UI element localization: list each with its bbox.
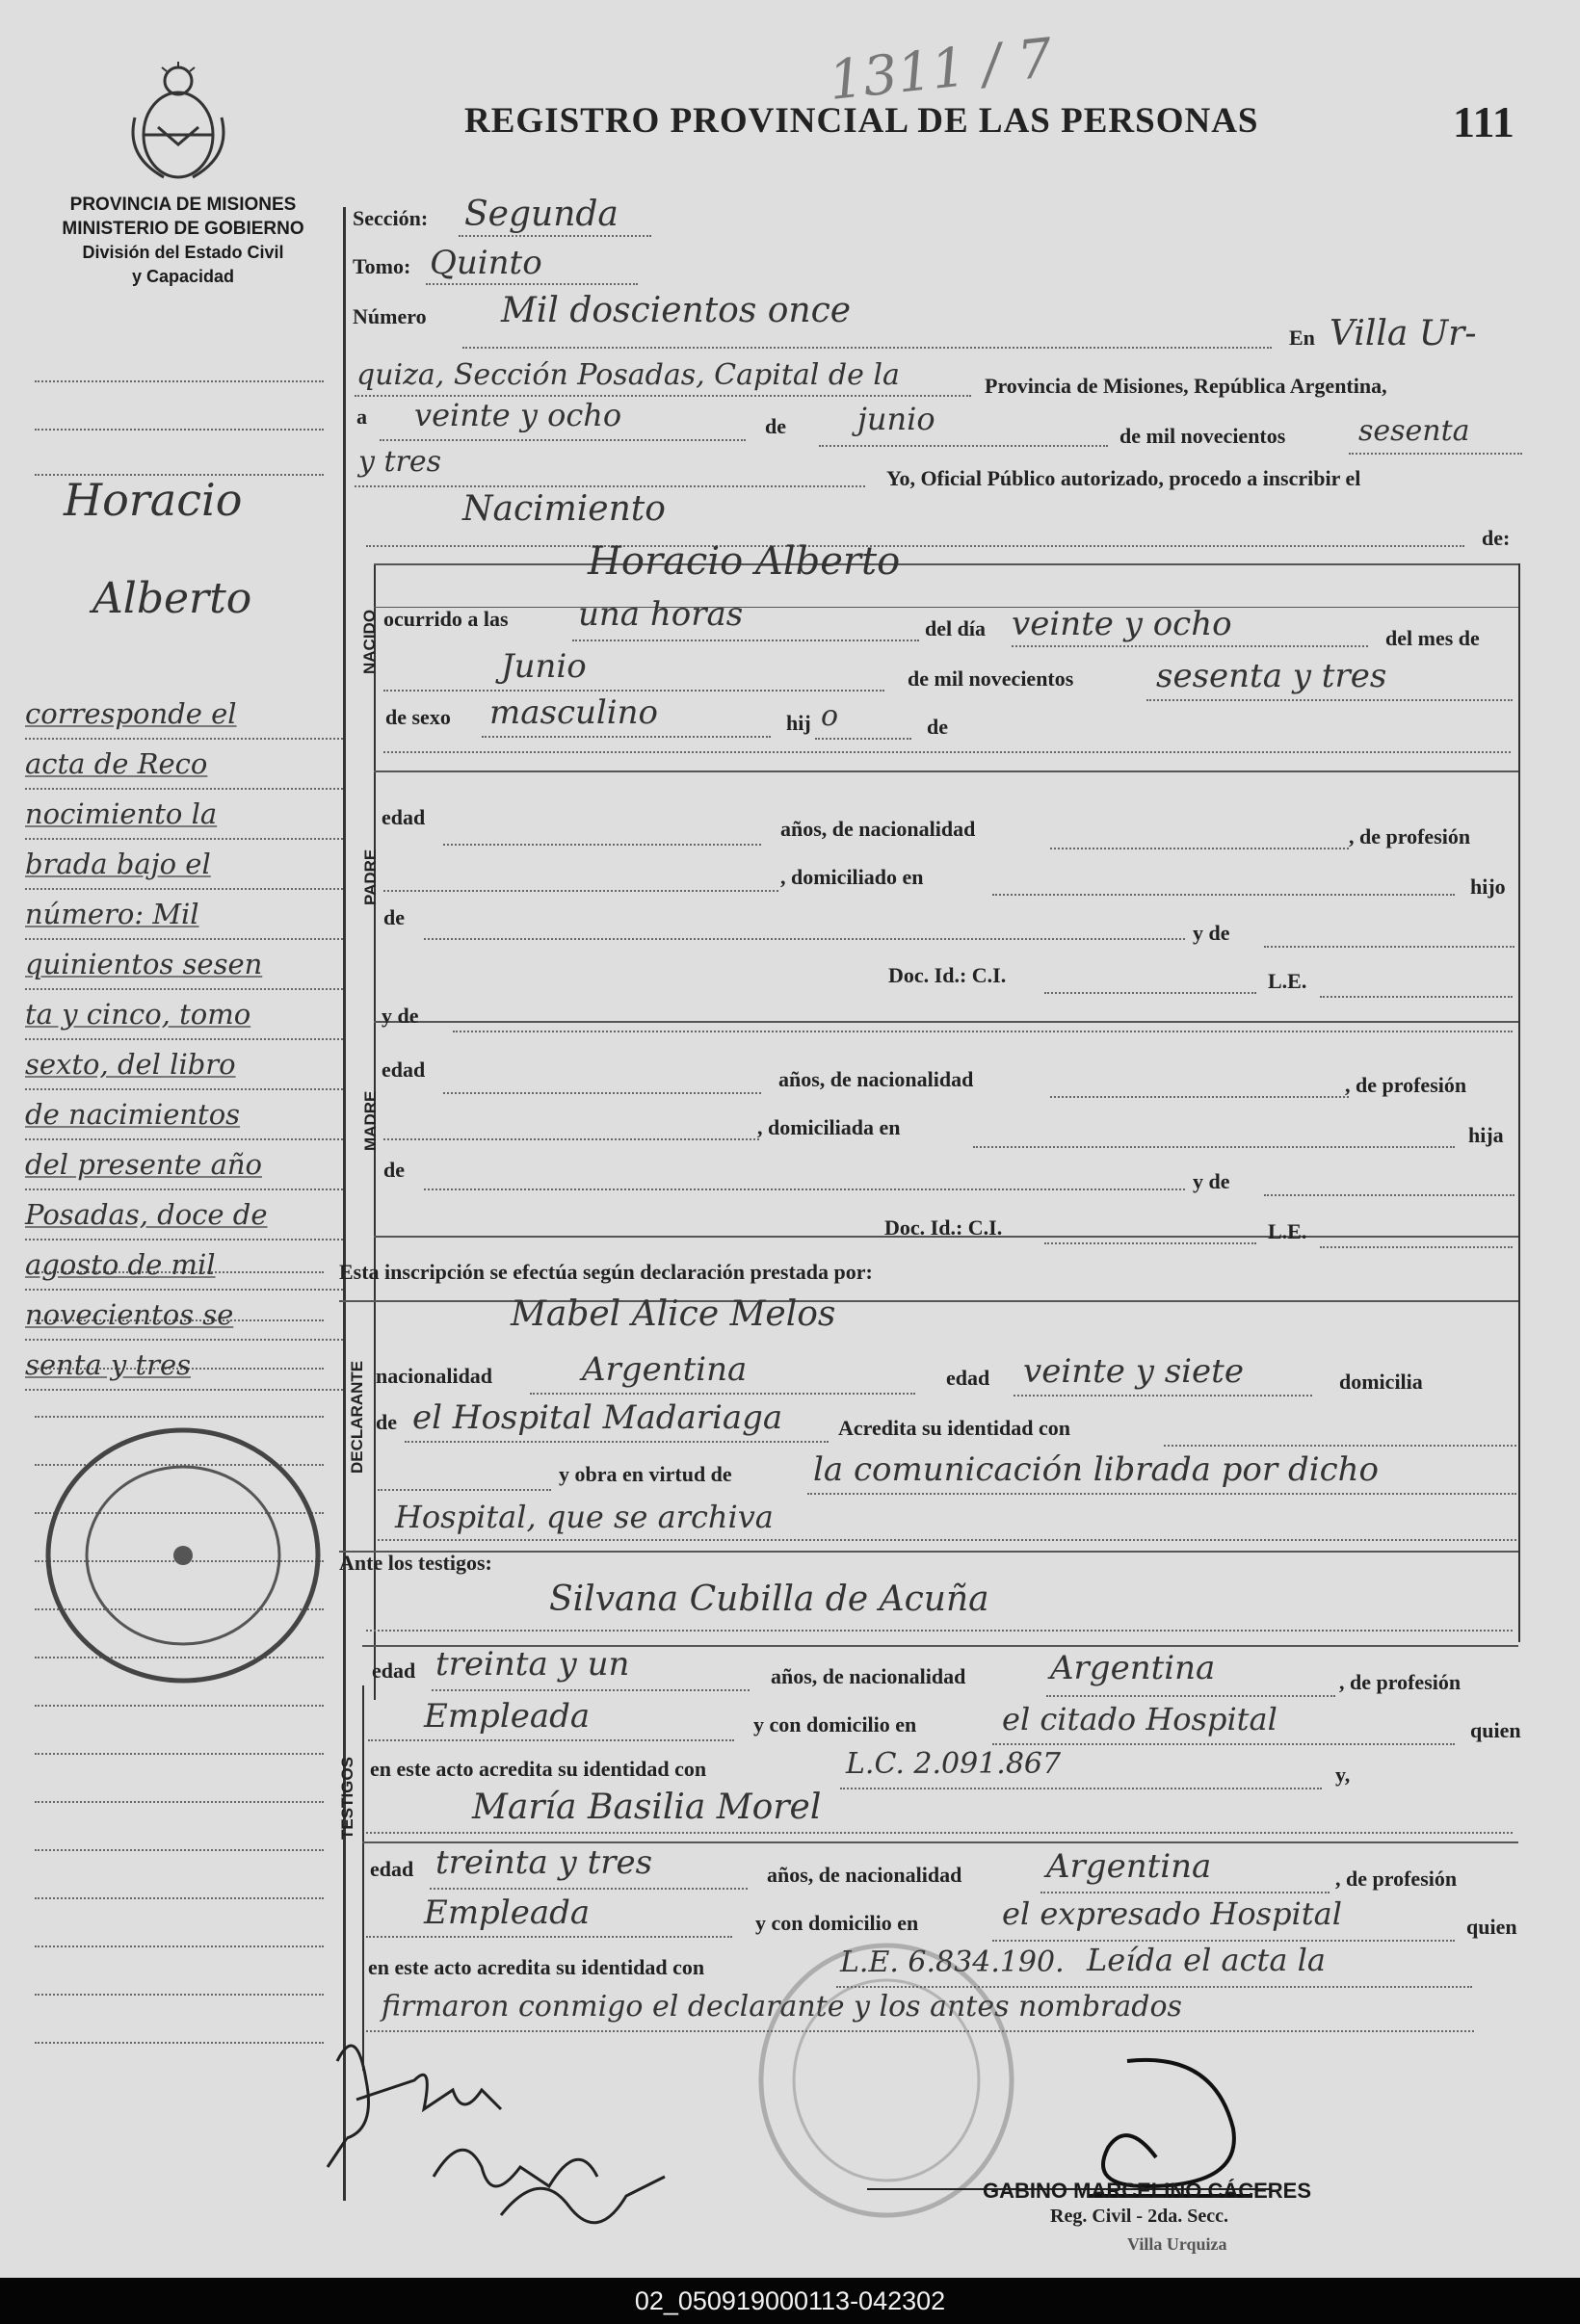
ministry-name: MINISTERIO DE GOBIERNO: [62, 219, 304, 239]
label-t2-nacionalidad: años, de nacionalidad: [767, 1863, 962, 1887]
value-seccion: Segunda: [464, 195, 619, 234]
value-place-cont: quiza, Sección Posadas, Capital de la: [356, 358, 900, 392]
side-label-declarante: DECLARANTE: [348, 1360, 366, 1474]
value-t1-edad: treinta y un: [435, 1645, 630, 1684]
label-madre-nacionalidad: años, de nacionalidad: [778, 1067, 974, 1091]
label-tomo: Tomo:: [353, 254, 411, 278]
label-t1-domicilio: y con domicilio en: [753, 1712, 917, 1736]
value-anio-2: sesenta y tres: [1156, 657, 1387, 695]
label-t1-profesion: , de profesión: [1339, 1670, 1462, 1694]
value-obra: la comunicación librada por dicho: [813, 1450, 1379, 1489]
value-anio-cont: y tres: [358, 445, 442, 479]
margin-note-line: de nacimientos: [25, 1090, 343, 1140]
column-divider: [343, 207, 346, 2201]
coat-of-arms-emblem: [125, 60, 231, 185]
label-de-mil-2: de mil novecientos: [908, 666, 1074, 691]
value-en: Villa Ur-: [1330, 314, 1477, 353]
value-tomo: Quinto: [430, 244, 542, 282]
label-oficial: Yo, Oficial Público autorizado, procedo a inscribir el: [886, 466, 1361, 490]
label-numero: Número: [353, 304, 427, 328]
margin-annotation: [25, 690, 343, 1391]
page-number: 111: [1453, 97, 1514, 146]
value-hora: una horas: [578, 595, 744, 634]
margin-note-line: sexto, del libro: [25, 1040, 343, 1090]
label-madre-edad: edad: [382, 1058, 426, 1082]
label-t2-edad: edad: [370, 1857, 414, 1881]
label-t1-acredita: en este acto acredita su identidad con: [370, 1757, 707, 1781]
frame-rule: [374, 1021, 1520, 1023]
label-t2-quien: quien: [1466, 1915, 1517, 1939]
value-dec-domicilio: el Hospital Madariaga: [412, 1398, 783, 1437]
value-t1-domicilio: el citado Hospital: [1002, 1701, 1277, 1737]
margin-note-line: Posadas, doce de: [25, 1190, 343, 1240]
label-inscripcion: Esta inscripción se efectúa según declaración prestada por:: [339, 1260, 873, 1284]
margin-note-line: ta y cinco, tomo: [25, 990, 343, 1040]
margin-note-line: quinientos sesen: [25, 940, 343, 990]
label-en: En: [1289, 326, 1315, 350]
value-testigo-1: Silvana Cubilla de Acuña: [549, 1580, 989, 1619]
official-name: GABINO MARCELINO CÁCERES: [983, 2179, 1312, 2203]
side-label-padre: PADRE: [361, 849, 380, 905]
frame-right: [1518, 563, 1520, 1642]
margin-given-name: Horacio: [64, 474, 243, 526]
label-padre-le: L.E.: [1268, 969, 1307, 993]
label-padre-y-de: y de: [1193, 921, 1230, 945]
frame-rule: [374, 770, 1520, 772]
label-ante: Ante los testigos:: [339, 1551, 492, 1575]
division-name-cont: y Capacidad: [131, 267, 235, 286]
value-t2-profesion: Empleada: [424, 1893, 591, 1932]
witness-signatures: [318, 2023, 761, 2234]
label-t2-acredita: en este acto acredita su identidad con: [368, 1955, 705, 1979]
official-place: Villa Urquiza: [1127, 2234, 1227, 2254]
frame-rule: [374, 607, 1520, 608]
label-dec-edad: edad: [946, 1366, 990, 1390]
faded-seal-stamp: [751, 1936, 1021, 2225]
label-t2-profesion: , de profesión: [1335, 1867, 1458, 1891]
label-del-mes: del mes de: [1385, 626, 1480, 650]
margin-note-line: nocimiento la: [25, 790, 343, 840]
side-label-nacido: NACIDO: [360, 609, 379, 674]
label-seccion: Sección:: [353, 206, 429, 230]
label-madre-de: de: [383, 1158, 405, 1182]
label-t1-edad: edad: [372, 1658, 416, 1683]
label-ocurrido: ocurrido a las: [383, 607, 509, 631]
margin-middle-name: Alberto: [92, 574, 252, 623]
issuing-authority: [29, 193, 337, 289]
label-sexo: de sexo: [385, 705, 451, 729]
margin-note-line: acta de Reco: [25, 740, 343, 790]
value-mes-2: Junio: [501, 647, 587, 686]
value-dec-nacionalidad: Argentina: [582, 1350, 748, 1389]
label-de-mil: de mil novecientos: [1119, 424, 1286, 448]
top-scribble: 1311 / 7: [826, 27, 1056, 113]
label-padre-hijo: hijo: [1470, 875, 1506, 899]
label-padre-profesion: , de profesión: [1349, 824, 1471, 849]
value-dec-edad: veinte y siete: [1023, 1352, 1244, 1391]
value-closing-cont: firmaron conmigo el declarante y los antes nombrados: [382, 1990, 1182, 2024]
value-mes: junio: [857, 401, 935, 437]
value-t2-nacionalidad: Argentina: [1046, 1847, 1212, 1886]
margin-note-line: corresponde el: [25, 690, 343, 740]
margin-note-line: senta y tres: [25, 1341, 343, 1391]
margin-note-line: brada bajo el: [25, 840, 343, 890]
label-madre-y-de-2: y de: [1193, 1169, 1230, 1193]
label-madre-domicilio: , domiciliada en: [757, 1115, 901, 1139]
value-t2-edad: treinta y tres: [435, 1843, 653, 1882]
value-dia: veinte y ocho: [414, 397, 622, 433]
value-numero: Mil doscientos once: [501, 291, 852, 330]
frame-rule: [374, 563, 1520, 565]
label-padre-domicilio: , domiciliado en: [780, 865, 924, 889]
label-madre-y-de: y de: [382, 1004, 419, 1028]
value-hij: o: [821, 699, 839, 733]
label-padre-edad: edad: [382, 805, 426, 829]
value-anio: sesenta: [1358, 414, 1470, 448]
value-acto: Nacimiento: [462, 489, 666, 529]
value-closing: Leída el acta la: [1087, 1942, 1326, 1978]
value-dia-2: veinte y ocho: [1012, 605, 1232, 643]
label-nacionalidad: nacionalidad: [376, 1364, 493, 1388]
margin-note-line: número: Mil: [25, 890, 343, 940]
margin-note-line: novecientos se: [25, 1291, 343, 1341]
label-padre-nacionalidad: años, de nacionalidad: [780, 817, 976, 841]
value-nombre: Horacio Alberto: [588, 539, 901, 584]
value-testigo-2: María Basilia Morel: [472, 1788, 822, 1827]
label-t1-quien: quien: [1470, 1718, 1521, 1742]
label-dec-en: de: [376, 1410, 397, 1434]
label-t1-nacionalidad: años, de nacionalidad: [771, 1664, 966, 1688]
label-domicilia: domicilia: [1339, 1370, 1423, 1394]
registry-title: REGISTRO PROVINCIAL DE LAS PERSONAS: [464, 101, 1259, 141]
label-del-dia: del día: [925, 616, 986, 640]
column-divider-witness: [362, 1685, 364, 2071]
value-sexo: masculino: [489, 693, 659, 732]
value-declarante: Mabel Alice Melos: [511, 1294, 836, 1334]
label-de-3: de: [927, 715, 948, 739]
label-t2-domicilio: y con domicilio en: [755, 1911, 919, 1935]
label-padre-doc: Doc. Id.: C.I.: [888, 963, 1007, 987]
official-title: Reg. Civil - 2da. Secc.: [1050, 2206, 1228, 2227]
side-label-testigos: TESTIGOS: [338, 1757, 356, 1840]
frame-rule: [339, 1551, 1520, 1553]
value-t1-profesion: Empleada: [424, 1697, 591, 1736]
label-madre-le: L.E.: [1268, 1219, 1307, 1243]
value-obra-cont: Hospital, que se archiva: [395, 1499, 774, 1535]
official-seal-stamp: [39, 1416, 328, 1695]
label-hij: hij: [786, 711, 811, 735]
province-name: PROVINCIA DE MISIONES: [69, 195, 297, 215]
label-de-2: de:: [1482, 526, 1511, 550]
value-t1-nacionalidad: Argentina: [1050, 1649, 1216, 1687]
label-t1-y: y,: [1335, 1763, 1351, 1787]
label-obra: y obra en virtud de: [559, 1462, 732, 1486]
value-t2-documento: L.E. 6.834.190.: [840, 1945, 1065, 1979]
label-padre-de: de: [383, 905, 405, 929]
document-id-bar: 02_050919000113-042302: [0, 2278, 1580, 2324]
division-name: División del Estado Civil: [82, 243, 284, 262]
label-madre-hija: hija: [1468, 1123, 1504, 1147]
side-label-madre: MADRE: [361, 1090, 380, 1151]
value-t1-documento: L.C. 2.091.867: [846, 1747, 1062, 1781]
label-madre-doc: Doc. Id.: C.I.: [884, 1215, 1003, 1240]
label-a: a: [356, 405, 367, 429]
value-t2-domicilio: el expresado Hospital: [1002, 1895, 1342, 1932]
margin-note-line: del presente año: [25, 1140, 343, 1190]
label-madre-profesion: , de profesión: [1345, 1073, 1467, 1097]
margin-note-line: agosto de mil: [25, 1240, 343, 1291]
label-de: de: [765, 414, 786, 438]
label-acredita: Acredita su identidad con: [838, 1416, 1071, 1440]
label-provincia: Provincia de Misiones, República Argentina,: [985, 374, 1387, 398]
